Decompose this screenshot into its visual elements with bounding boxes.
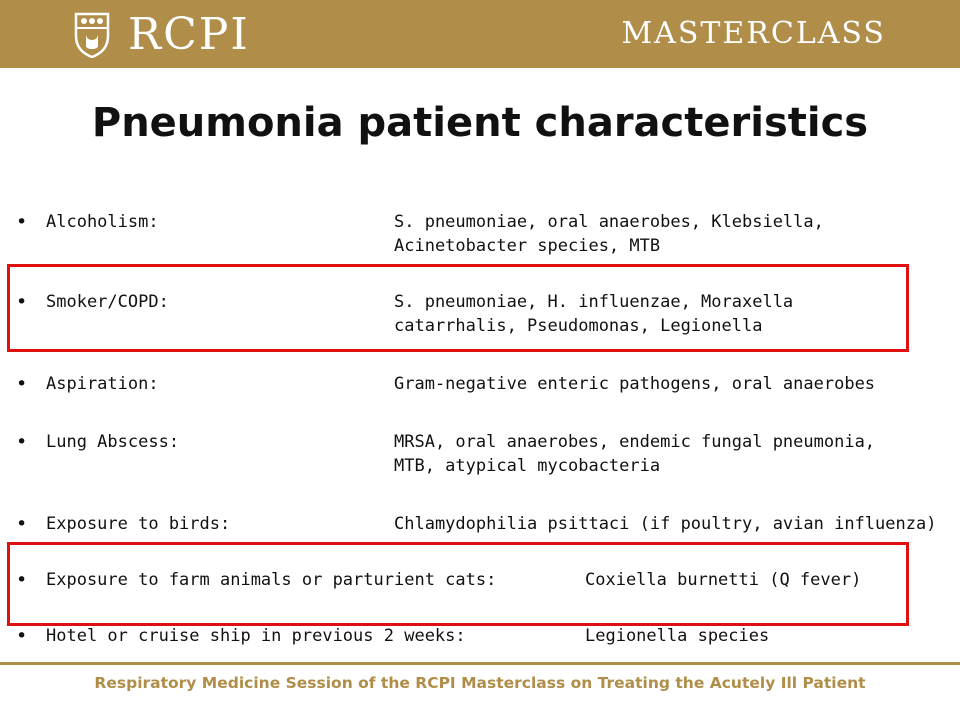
description-line: Acinetobacter species, MTB	[394, 236, 661, 256]
bullet: •	[16, 431, 28, 453]
description-line: Gram-negative enteric pathogens, oral anaerobes	[394, 374, 876, 394]
description-line: Chlamydophilia psittaci (if poultry, avian influenza)	[394, 514, 937, 534]
list-item	[0, 372, 960, 432]
item-term: Alcoholism:	[46, 212, 159, 232]
description-line: Legionella species	[585, 626, 770, 646]
bullet: •	[16, 513, 28, 535]
item-term: Exposure to birds:	[46, 514, 231, 534]
item-term: Hotel or cruise ship in previous 2 weeks:	[46, 626, 466, 646]
item-term: Exposure to farm animals or parturient cats:	[46, 570, 497, 590]
bullet: •	[16, 211, 28, 233]
logo-text: RCPI	[128, 9, 250, 60]
footer-divider	[0, 662, 960, 665]
slide-title: Pneumonia patient characteristics	[91, 100, 869, 146]
item-term: Aspiration:	[46, 374, 159, 394]
bullet: •	[16, 569, 28, 591]
description-line: catarrhalis, Pseudomonas, Legionella	[394, 316, 763, 336]
footer-text: Respiratory Medicine Session of the RCPI Masterclass on Treating the Acutely Ill Patient	[94, 674, 866, 692]
description-line: S. pneumoniae, oral anaerobes, Klebsiella,	[394, 212, 824, 232]
item-description	[394, 372, 875, 396]
item-description	[394, 512, 936, 536]
bullet: •	[16, 373, 28, 395]
list-item	[0, 430, 960, 490]
bullet: •	[16, 291, 28, 313]
brand-title: MASTERCLASS	[621, 16, 886, 51]
list-item	[0, 210, 960, 270]
item-term: Lung Abscess:	[46, 432, 180, 452]
description-line: MRSA, oral anaerobes, endemic fungal pneumonia,	[394, 432, 876, 452]
item-term: Smoker/COPD:	[46, 292, 169, 312]
item-description	[394, 210, 824, 258]
highlight-box-farm-animals	[7, 542, 909, 626]
highlight-box-smoker	[7, 264, 909, 352]
item-description	[394, 430, 875, 478]
description-line: Coxiella burnetti (Q fever)	[585, 570, 862, 590]
bullet: •	[16, 625, 28, 647]
item-description	[585, 624, 769, 648]
description-line: S. pneumoniae, H. influenzae, Moraxella	[394, 292, 794, 312]
description-line: MTB, atypical mycobacteria	[394, 456, 661, 476]
